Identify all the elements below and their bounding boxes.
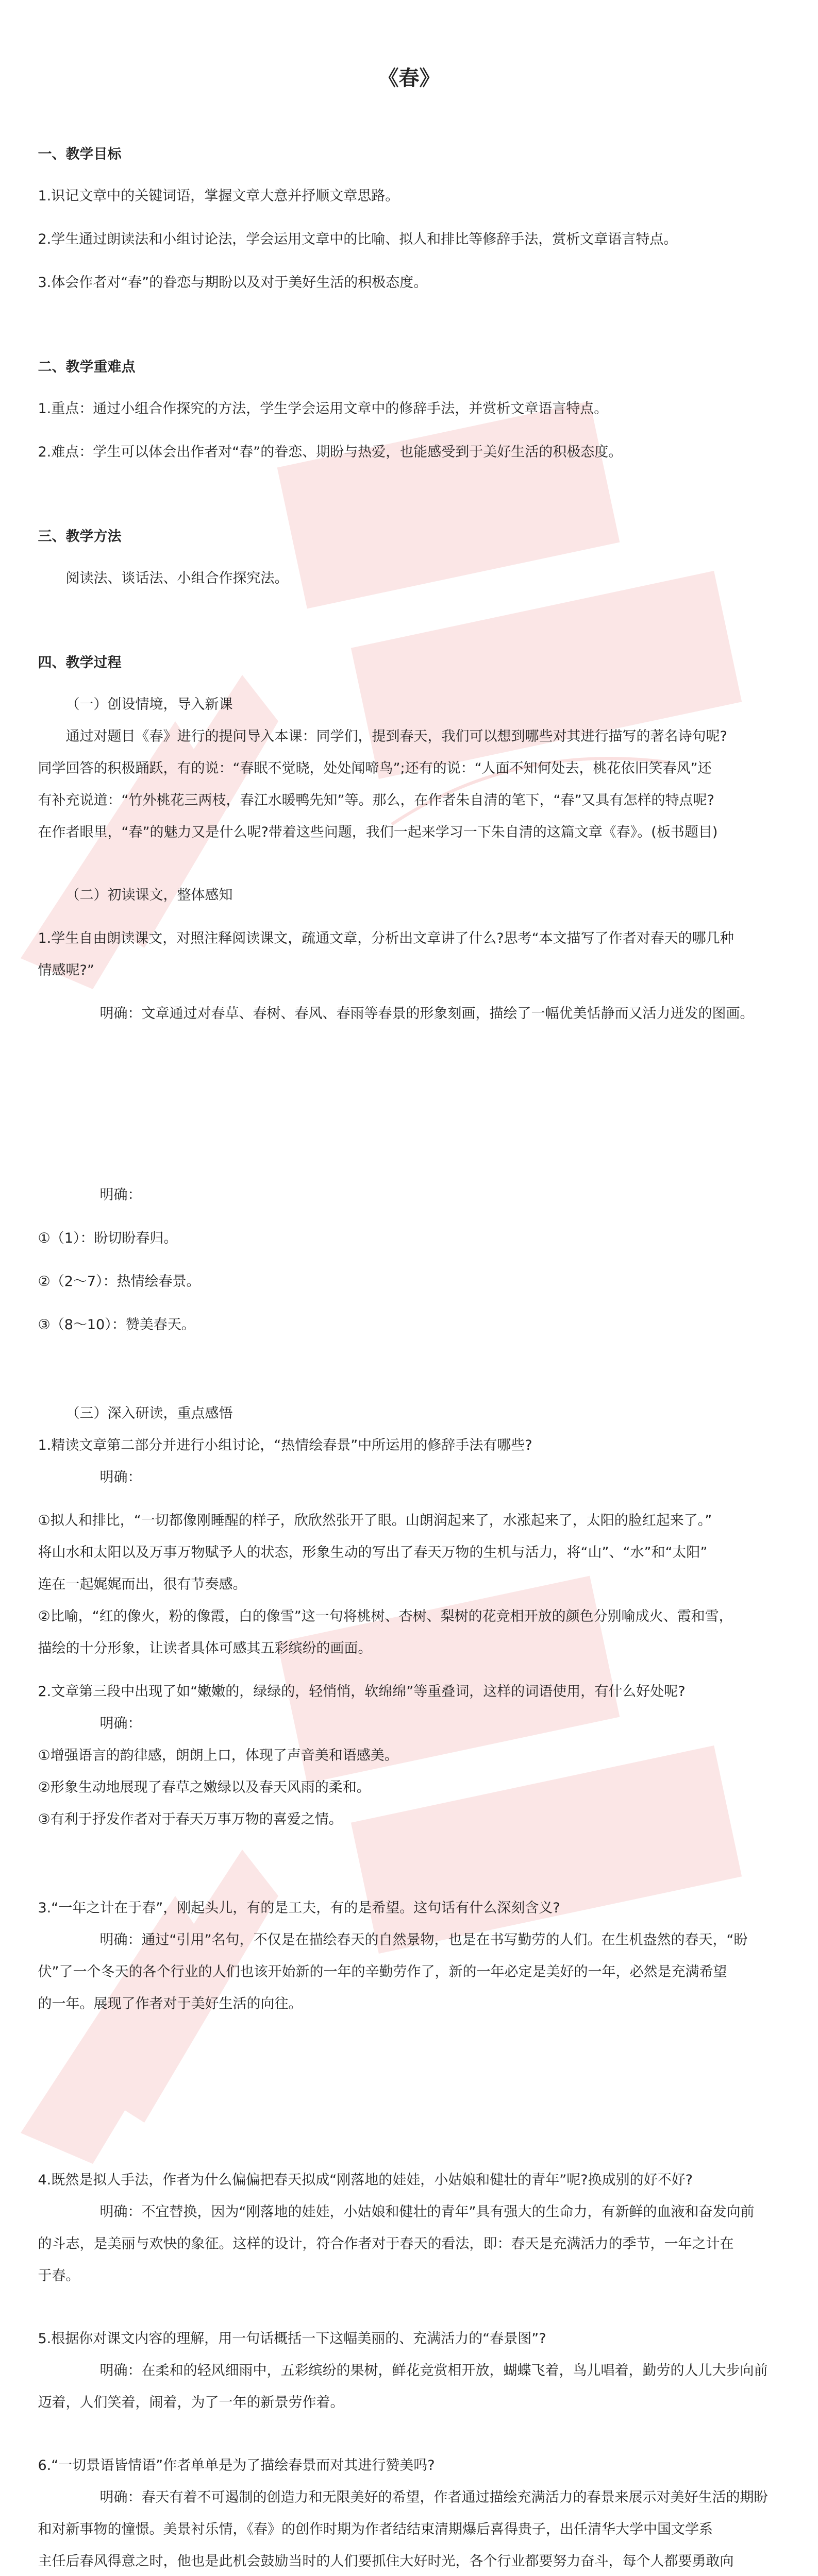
text-line: 描绘的十分形象，让读者具体可感其五彩缤纷的画面。 xyxy=(38,1640,372,1656)
section-heading-methods: 三、教学方法 xyxy=(38,529,122,545)
text-line: 明确：在柔和的轻风细雨中，五彩缤纷的果树，鲜花竞赏相开放，蝴蝶飞着，鸟儿唱着，勤劳的人儿大步向前 xyxy=(99,2363,768,2379)
document-body xyxy=(38,0,780,2576)
subsection-heading: （一）创设情境，导入新课 xyxy=(65,697,233,713)
answer-label: 明确： xyxy=(99,1469,142,1485)
text-line: 1.学生自由朗读课文，对照注释阅读课文，疏通文章，分析出文章讲了什么?思考“本文描写了作者对春天的哪几种 xyxy=(38,930,734,946)
text-line: 情感呢?” xyxy=(38,962,94,978)
text-line: 通过对题目《春》进行的提问导入本课：同学们，提到春天，我们可以想到哪些对其进行描写的著名诗句呢? xyxy=(65,728,727,744)
keypoint-item: 2.难点：学生可以体会出作者对“春”的眷恋、期盼与热爱，也能感受到于美好生活的积极态度。 xyxy=(38,444,623,460)
text-line: 明确：通过“引用”名句，不仅是在描绘春天的自然景物，也是在书写勤劳的人们。在生机盎然的春天，“盼 xyxy=(99,1932,748,1948)
text-line: 主任后春风得意之时，他也是此机会鼓励当时的人们要抓住大好时光，各个行业都要努力奋斗，每个人都要勇敢向 xyxy=(38,2553,734,2569)
list-item: ②形象生动地展现了春草之嫩绿以及春天风雨的柔和。 xyxy=(38,1780,371,1795)
goal-item: 3.体会作者对“春”的眷恋与期盼以及对于美好生活的积极态度。 xyxy=(38,275,428,291)
question-text: 3.“一年之计在于春”，刚起头儿，有的是工夫，有的是希望。这句话有什么深刻含义? xyxy=(38,1900,560,1916)
goal-item: 1.识记文章中的关键词语，掌握文章大意并抒顺文章思路。 xyxy=(38,188,399,204)
list-item: ③有利于抒发作者对于春天万事万物的喜爱之情。 xyxy=(38,1811,343,1827)
answer-label: 明确： xyxy=(99,1716,142,1732)
list-item: ③（8～10）：赞美春天。 xyxy=(38,1317,195,1333)
methods-text: 阅读法、谈话法、小组合作探究法。 xyxy=(65,570,289,586)
text-line: 连在一起娓娓而出，很有节奏感。 xyxy=(38,1577,247,1592)
text-line: ①拟人和排比，“一切都像刚睡醒的样子，欣欣然张开了眼。山朗润起来了，水涨起来了，太阳的脸红起来了。” xyxy=(38,1513,712,1529)
subsection-heading: （三）深入研读，重点感悟 xyxy=(65,1405,233,1421)
list-item: ①增强语言的韵律感，朗朗上口，体现了声音美和语感美。 xyxy=(38,1748,398,1764)
text-line: 的一年。展现了作者对于美好生活的向往。 xyxy=(38,1996,303,2012)
text-line: 将山水和太阳以及万事万物赋予人的状态，形象生动的写出了春天万物的生机与活力，将“山”、“水”和“太阳” xyxy=(38,1545,708,1561)
text-line: 同学回答的积极踊跃，有的说：“春眠不觉晓，处处闻啼鸟”;还有的说：“人面不知何处去，桃花依旧笑春风”还 xyxy=(38,760,712,776)
section-heading-keypoints: 二、教学重难点 xyxy=(38,359,136,375)
text-line: 和对新事物的憧憬。美景衬乐情，《春》的创作时期为作者结结束清期爆后喜得贵子，出任清华大学中国文学系 xyxy=(38,2521,713,2537)
question-text: 5.根据你对课文内容的理解，用一句话概括一下这幅美丽的、充满活力的“春景图”? xyxy=(38,2331,546,2347)
text-line: 的斗志，是美丽与欢快的象征。这样的设计，符合作者对于春天的看法，即：春天是充满活力的季节，一年之计在 xyxy=(38,2236,734,2252)
text-line: 伏”了一个冬天的各个行业的人们也该开始新的一年的辛勤劳作了，新的一年必定是美好的一年，必然是充满希望 xyxy=(38,1964,727,1980)
text-line: 明确：春天有着不可遏制的创造力和无限美好的希望，作者通过描绘充满活力的春景来展示对美好生活的期盼 xyxy=(99,2489,768,2505)
text-line: 有补充说道：“竹外桃花三两枝，春江水暖鸭先知”等。那么，在作者朱自清的笔下，“春”又具有怎样的特点呢? xyxy=(38,792,714,808)
list-item: ①（1）：盼切盼春归。 xyxy=(38,1230,178,1246)
text-line: 在作者眼里，“春”的魅力又是什么呢?带着这些问题，我们一起来学习一下朱自清的这篇文章《春》。(板书题目) xyxy=(38,824,718,840)
question-text: 2.文章第三段中出现了如“嫩嫩的，绿绿的，轻悄悄，软绵绵”等重叠词，这样的词语使用，有什么好处呢? xyxy=(38,1684,686,1700)
answer-text: 明确：文章通过对春草、春树、春风、春雨等春景的形象刻画，描绘了一幅优美恬静而又活力迸发的图画。 xyxy=(99,1006,754,1022)
document-title: 《春》 xyxy=(378,66,440,90)
subsection-heading: （二）初读课文，整体感知 xyxy=(65,887,233,903)
text-line: 于春。 xyxy=(38,2268,80,2284)
section-heading-goals: 一、教学目标 xyxy=(38,146,122,162)
text-line: 迈着，人们笑着，闹着，为了一年的新景劳作着。 xyxy=(38,2395,344,2411)
text-line: ②比喻，“红的像火，粉的像霞，白的像雪”这一句将桃树、杏树、梨树的花竞相开放的颜色分别喻成火、霞和雪， xyxy=(38,1608,733,1624)
list-item: ②（2～7）：热情绘春景。 xyxy=(38,1274,201,1290)
question-text: 4.既然是拟人手法，作者为什么偏偏把春天拟成“刚落地的娃娃，小姑娘和健壮的青年”呢?换成别的好不好? xyxy=(38,2172,693,2188)
section-heading-process: 四、教学过程 xyxy=(38,655,122,671)
goal-item: 2.学生通过朗读法和小组讨论法，学会运用文章中的比喻、拟人和排比等修辞手法，赏析文章语言特点。 xyxy=(38,231,678,247)
text-line: 明确：不宜替换，因为“刚落地的娃娃，小姑娘和健壮的青年”具有强大的生命力，有新鲜的血液和奋发向前 xyxy=(99,2204,755,2220)
question-text: 1.精读文章第二部分并进行小组讨论，“热情绘春景”中所运用的修辞手法有哪些? xyxy=(38,1437,532,1453)
keypoint-item: 1.重点：通过小组合作探究的方法，学生学会运用文章中的修辞手法，并赏析文章语言特点。 xyxy=(38,401,608,417)
question-text: 6.“一切景语皆情语”作者单单是为了描绘春景而对其进行赞美吗? xyxy=(38,2458,435,2473)
answer-label: 明确： xyxy=(99,1187,142,1203)
